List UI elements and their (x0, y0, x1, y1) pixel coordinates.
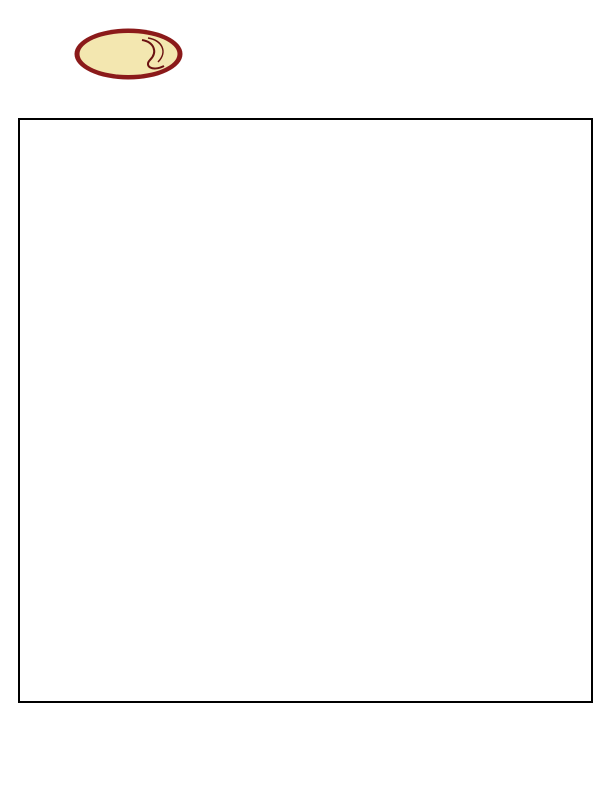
logo-emblem-icon (72, 26, 185, 82)
menu-box (18, 118, 593, 703)
cafe-logo (72, 26, 185, 82)
